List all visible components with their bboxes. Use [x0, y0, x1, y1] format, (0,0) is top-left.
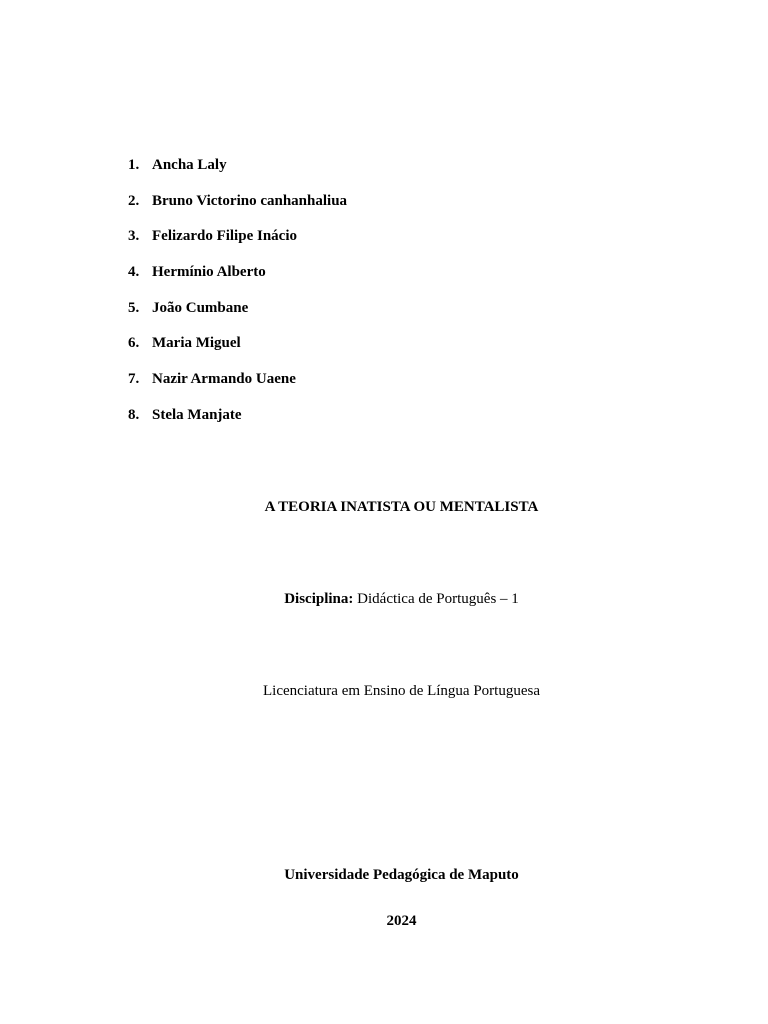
author-name: Nazir Armando Uaene	[152, 371, 296, 388]
author-item	[128, 405, 347, 441]
author-name: Bruno Victorino canhanhaliua	[152, 192, 348, 209]
university-name: Universidade Pedagógica de Maputo	[284, 867, 519, 883]
author-name: Stela Manjate	[152, 406, 242, 423]
document-year: 2024	[386, 913, 417, 929]
degree-program: Licenciatura em Ensino de Língua Portuguesa	[263, 683, 540, 699]
author-name: João Cumbane	[152, 299, 249, 316]
author-name: Hermínio Alberto	[152, 264, 266, 281]
author-item	[128, 333, 347, 369]
discipline-line	[0, 589, 768, 609]
author-number: 2.	[128, 192, 140, 209]
author-number: 6.	[128, 335, 140, 352]
author-item	[128, 191, 347, 227]
author-number: 8.	[128, 406, 140, 423]
discipline-value: Didáctica de Português – 1	[357, 591, 519, 607]
author-number: 7.	[128, 371, 140, 388]
document-title: A TEORIA INATISTA OU MENTALISTA	[264, 499, 539, 515]
author-list	[128, 155, 347, 441]
author-item	[128, 369, 347, 405]
author-number: 4.	[128, 264, 140, 281]
author-number: 1.	[128, 157, 140, 173]
author-number: 3.	[128, 228, 140, 245]
author-name: Felizardo Filipe Inácio	[152, 228, 297, 245]
author-item	[128, 226, 347, 262]
author-name: Ancha Laly	[152, 157, 227, 173]
author-item	[128, 298, 347, 334]
author-name: Maria Miguel	[152, 335, 241, 352]
author-number: 5.	[128, 299, 140, 316]
author-item	[128, 262, 347, 298]
author-item	[128, 155, 347, 191]
discipline-label: Disciplina:	[284, 591, 354, 607]
